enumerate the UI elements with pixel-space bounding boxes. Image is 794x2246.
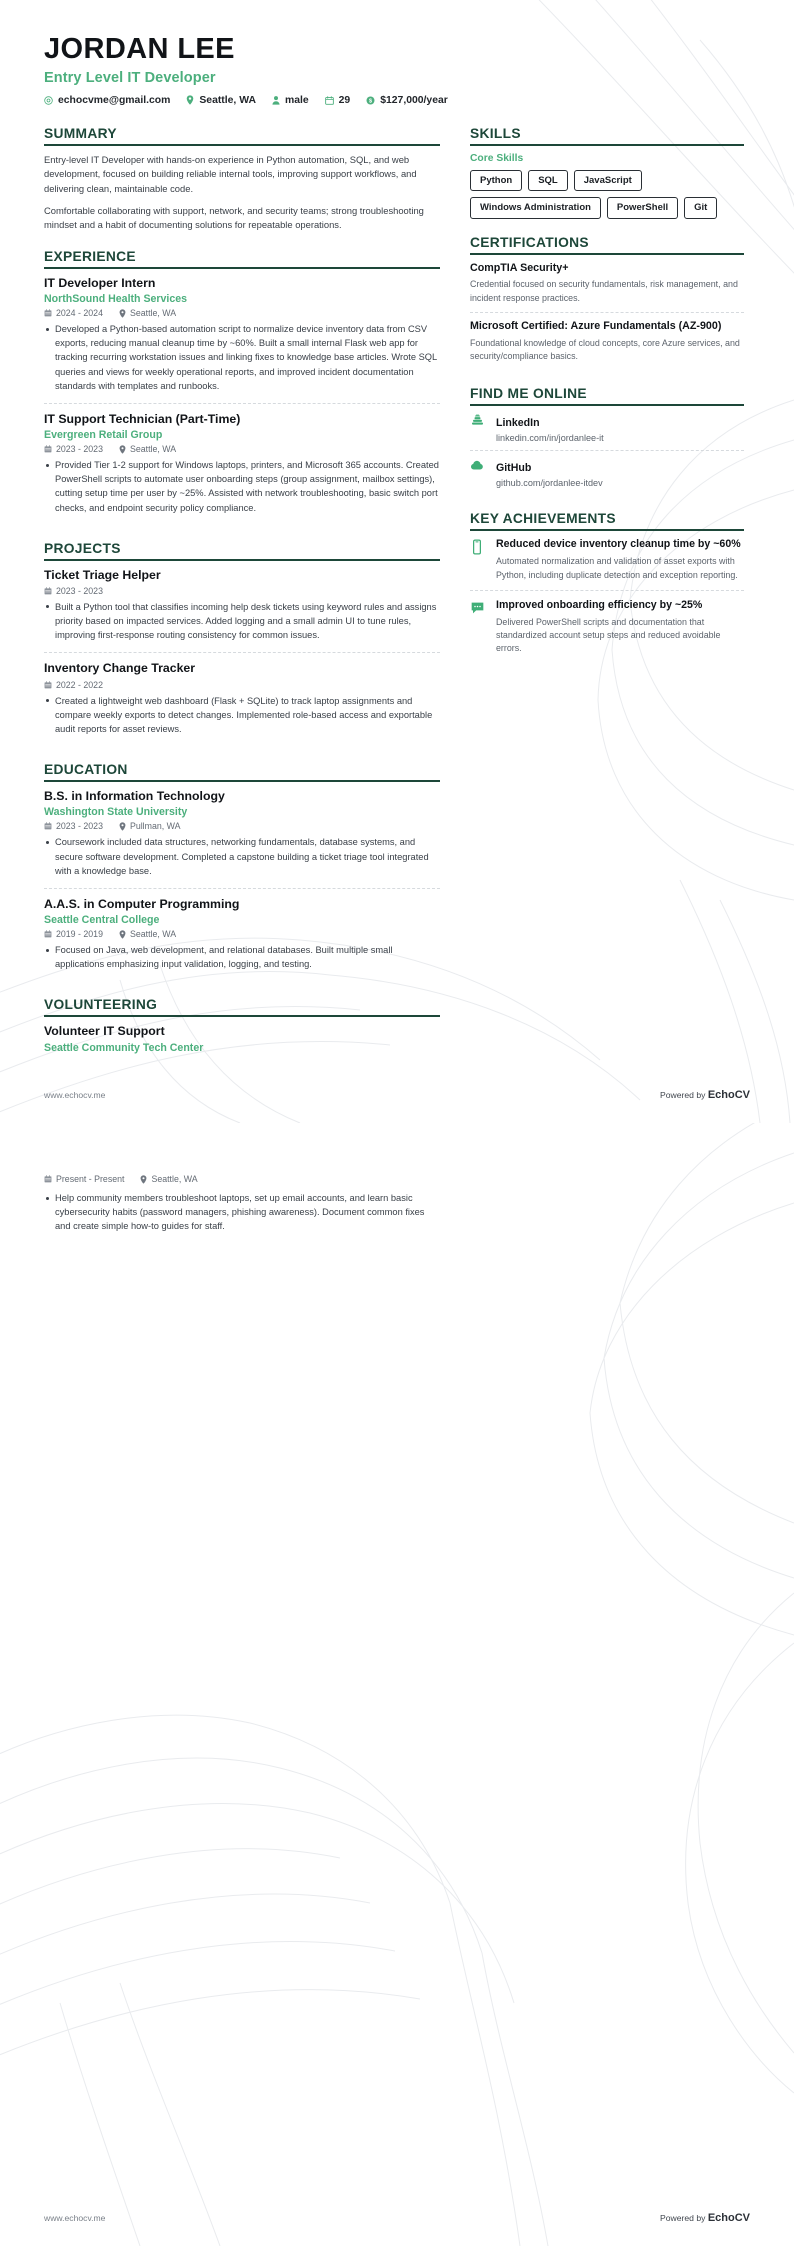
skill-chip: PowerShell <box>607 197 678 218</box>
left-column <box>44 1171 440 1259</box>
entry-meta <box>44 929 440 939</box>
entry-dates <box>44 444 103 454</box>
location-pin-icon <box>119 930 126 939</box>
entry-dates-value: 2022 - 2022 <box>56 679 103 690</box>
section-volunteering-continued <box>44 1174 440 1243</box>
section-volunteering <box>44 997 440 1061</box>
calendar-icon <box>44 309 52 317</box>
contact-age-value: 29 <box>338 94 351 106</box>
online-link-item[interactable] <box>470 413 744 450</box>
entry-dates <box>44 680 103 690</box>
summary-paragraph: Comfortable collaborating with support, network, and security teams; strong troubleshooting mindset and a habit of documenting solutions for repeatable operations. <box>44 204 424 231</box>
skill-chip: JavaScript <box>574 170 642 191</box>
entry-bullets <box>44 322 440 393</box>
section-key-achievements <box>470 511 744 663</box>
calendar-icon <box>44 681 52 689</box>
online-link-url: linkedin.com/in/jordanlee-it <box>496 433 604 444</box>
footer-powered-prefix: Powered by <box>660 1090 708 1100</box>
bullet-item: Developed a Python-based automation script to normalize device inventory data from CSV exports, reducing manual cleanup time by ~60%. Built a small internal Flask web app for tracking recurring workstation issues and linking fixes to knowledge base articles. Wrote SQL queries and views for weekly operational reports, and improved incident documentation standards with templates and runbooks. <box>44 322 440 393</box>
experience-entry <box>44 276 440 403</box>
bullet-item: Created a lightweight web dashboard (Flask + SQLite) to track laptop assignments and compare weekly exports to detect changes. Implemented role-based access and exportable audit reports for asset reviews. <box>44 694 440 736</box>
entry-institution: Seattle Central College <box>44 914 160 927</box>
section-projects <box>44 541 440 746</box>
skills-group-label: Core Skills <box>470 152 524 164</box>
skill-chip: Python <box>470 170 522 191</box>
certification-name: Microsoft Certified: Azure Fundamentals (AZ-900) <box>470 320 722 333</box>
online-link-url: github.com/jordanlee-itdev <box>496 478 603 489</box>
calendar-icon <box>44 587 52 595</box>
entry-location-value: Seattle, WA <box>151 1174 198 1184</box>
entry-role: IT Developer Intern <box>44 275 156 290</box>
summary-paragraph: Entry-level IT Developer with hands-on experience in Python automation, SQL, and web development, focused on building reliable internal tools, improving support workflows, and delivering clean, maintainable code. <box>44 153 417 195</box>
certification-description: Foundational knowledge of cloud concepts, core Azure services, and security/compliance basics. <box>470 337 740 362</box>
volunteering-entry-continued <box>44 1174 440 1243</box>
education-entry <box>44 789 440 888</box>
entry-dates <box>44 929 103 939</box>
entry-dates-value: 2023 - 2023 <box>56 585 103 596</box>
experience-entry <box>44 403 440 525</box>
entry-role: Ticket Triage Helper <box>44 567 161 582</box>
calendar-icon <box>44 822 52 830</box>
entry-location-value: Seattle, WA <box>129 444 177 455</box>
location-pin-icon <box>119 822 126 831</box>
mobile-device-icon <box>470 538 487 555</box>
location-pin-icon <box>119 445 126 454</box>
project-entry <box>44 568 440 653</box>
linkedin-icon <box>470 413 487 429</box>
online-link-name: GitHub <box>496 462 532 475</box>
entry-location <box>119 929 176 939</box>
footer-website: www.echocv.me <box>44 1090 106 1100</box>
contact-email <box>44 95 170 106</box>
contact-gender <box>272 95 309 106</box>
online-link-name: LinkedIn <box>496 417 540 430</box>
skill-chip: Git <box>684 197 717 218</box>
location-pin-icon <box>186 95 194 105</box>
education-entry <box>44 888 440 982</box>
entry-dates-value: 2024 - 2024 <box>56 308 103 319</box>
salary-icon <box>366 96 375 105</box>
certification-item <box>470 312 744 370</box>
section-title-key-achievements: KEY ACHIEVEMENTS <box>470 511 744 531</box>
entry-dates <box>44 1174 124 1184</box>
entry-location <box>119 444 176 454</box>
footer-brand-name: EchoCV <box>707 1089 750 1101</box>
entry-dates-value: 2019 - 2019 <box>56 929 103 940</box>
achievement-item <box>470 590 744 664</box>
entry-location <box>119 308 176 318</box>
footer-brand-name: EchoCV <box>707 2212 750 2224</box>
page-footer <box>44 2212 750 2224</box>
achievement-title: Improved onboarding efficiency by ~25% <box>496 598 703 611</box>
online-link-text <box>496 413 604 443</box>
entry-degree: B.S. in Information Technology <box>44 789 225 804</box>
entry-role: IT Support Technician (Part-Time) <box>44 411 241 426</box>
footer-powered-prefix: Powered by <box>660 2213 708 2223</box>
online-link-item[interactable] <box>470 450 744 495</box>
entry-dates <box>44 821 103 831</box>
entry-location <box>140 1174 197 1184</box>
entry-dates-value: Present - Present <box>56 1174 125 1184</box>
achievement-title: Reduced device inventory cleanup time by ~60% <box>496 538 741 551</box>
entry-dates-value: 2023 - 2023 <box>56 444 103 455</box>
resume-body-continued <box>44 1171 750 1259</box>
contact-salary-value: $127,000/year <box>380 94 448 106</box>
contact-salary <box>366 95 448 106</box>
right-column <box>470 126 744 680</box>
footer-website: www.echocv.me <box>44 2213 106 2223</box>
entry-bullets <box>44 600 440 642</box>
calendar-icon <box>44 1175 52 1183</box>
entry-bullets <box>44 458 440 515</box>
entry-organization: Seattle Community Tech Center <box>44 1041 204 1054</box>
section-summary <box>44 126 440 233</box>
skill-chip-list <box>470 170 744 219</box>
certification-description: Credential focused on security fundamentals, risk management, and incident response practices. <box>470 279 738 303</box>
svg-text:$: $ <box>369 98 373 105</box>
contact-row <box>44 95 750 106</box>
section-title-skills: SKILLS <box>470 126 744 146</box>
entry-degree: A.A.S. in Computer Programming <box>44 896 240 911</box>
section-title-certifications: CERTIFICATIONS <box>470 235 744 255</box>
job-headline: Entry Level IT Developer <box>44 69 216 86</box>
section-title-projects: PROJECTS <box>44 541 440 561</box>
skill-chip: Windows Administration <box>470 197 601 218</box>
page-title: JORDAN LEE <box>44 33 235 65</box>
email-icon <box>44 96 53 105</box>
entry-dates-value: 2023 - 2023 <box>56 821 103 832</box>
entry-meta <box>44 586 440 596</box>
contact-location-value: Seattle, WA <box>199 94 256 106</box>
entry-dates <box>44 586 103 596</box>
entry-location-value: Seattle, WA <box>129 929 177 940</box>
bullet-item: Built a Python tool that classifies incoming help desk tickets using keyword rules and assigns priority based on impacted services. Added logging and a small admin UI to tune rules, improving first-response routing consistency for common issues. <box>44 600 440 642</box>
footer-powered-by <box>660 2212 750 2224</box>
bullet-item: Provided Tier 1-2 support for Windows laptops, printers, and Microsoft 365 accounts. Created PowerShell scripts to automate user onboarding steps (group assignment, mailbox settings), cutting setup time per user by ~25%. Assisted with network troubleshooting, basic switch port checks, and endpoint security policy compliance. <box>44 458 440 515</box>
entry-dates <box>44 308 103 318</box>
volunteering-entry <box>44 1024 440 1061</box>
entry-meta <box>44 1174 440 1184</box>
location-pin-icon <box>140 1175 147 1184</box>
project-entry <box>44 652 440 746</box>
entry-location-value: Pullman, WA <box>129 821 181 832</box>
section-certifications <box>470 235 744 371</box>
resume-header <box>44 34 750 106</box>
section-find-me-online <box>470 386 744 495</box>
certification-item <box>470 262 744 312</box>
contact-age <box>325 95 351 106</box>
section-title-experience: EXPERIENCE <box>44 249 440 269</box>
resume-page-2 <box>0 1123 794 2246</box>
resume-body <box>44 126 750 1078</box>
entry-meta <box>44 308 440 318</box>
entry-meta <box>44 821 440 831</box>
bullet-item: Help community members troubleshoot laptops, set up email accounts, and learn basic cybersecurity habits (password managers, phishing awareness). Document common fixes and create simple how-to guides for staff. <box>44 1191 440 1233</box>
section-title-summary: SUMMARY <box>44 126 440 146</box>
contact-location <box>186 95 256 106</box>
online-link-text <box>496 458 603 488</box>
entry-bullets <box>44 943 440 971</box>
page-footer <box>44 1089 750 1101</box>
entry-organization: NorthSound Health Services <box>44 293 188 306</box>
entry-bullets <box>44 1191 440 1233</box>
achievement-text <box>496 538 744 581</box>
entry-location-value: Seattle, WA <box>129 308 177 319</box>
bullet-item: Coursework included data structures, networking fundamentals, database systems, and secure software development. Completed a capstone building a ticket triage tool integrated with a knowledge base. <box>44 835 440 877</box>
section-title-volunteering: VOLUNTEERING <box>44 997 440 1017</box>
entry-bullets <box>44 835 440 877</box>
entry-role: Volunteer IT Support <box>44 1024 165 1039</box>
section-education <box>44 762 440 981</box>
achievement-item <box>470 538 744 589</box>
calendar-icon <box>44 930 52 938</box>
entry-bullets <box>44 694 440 736</box>
chat-bubble-icon <box>470 599 487 615</box>
achievement-text <box>496 599 744 656</box>
section-experience <box>44 249 440 525</box>
achievement-description: Automated normalization and validation of asset exports with Python, including duplicate detection and exception reporting. <box>496 556 738 580</box>
entry-meta <box>44 680 440 690</box>
bullet-item: Focused on Java, web development, and relational databases. Built multiple small applications emphasizing input validation, logging, and testing. <box>44 943 440 971</box>
left-column <box>44 126 440 1078</box>
contact-gender-value: male <box>284 94 309 106</box>
footer-powered-by <box>660 1089 750 1101</box>
github-icon <box>470 458 487 474</box>
skill-chip: SQL <box>528 170 568 191</box>
person-icon <box>272 96 280 105</box>
section-skills <box>470 126 744 219</box>
entry-role: Inventory Change Tracker <box>44 661 196 676</box>
calendar-icon <box>325 96 334 105</box>
location-pin-icon <box>119 309 126 318</box>
entry-organization: Evergreen Retail Group <box>44 429 163 442</box>
section-title-education: EDUCATION <box>44 762 440 782</box>
certification-name: CompTIA Security+ <box>470 261 569 274</box>
entry-meta <box>44 444 440 454</box>
section-title-find-me-online: FIND ME ONLINE <box>470 386 744 406</box>
contact-email-value: echocvme@gmail.com <box>58 94 171 106</box>
achievement-description: Delivered PowerShell scripts and documentation that standardized account setup steps and reduced avoidable errors. <box>496 616 721 654</box>
entry-location <box>119 821 181 831</box>
calendar-icon <box>44 445 52 453</box>
entry-institution: Washington State University <box>44 806 188 819</box>
